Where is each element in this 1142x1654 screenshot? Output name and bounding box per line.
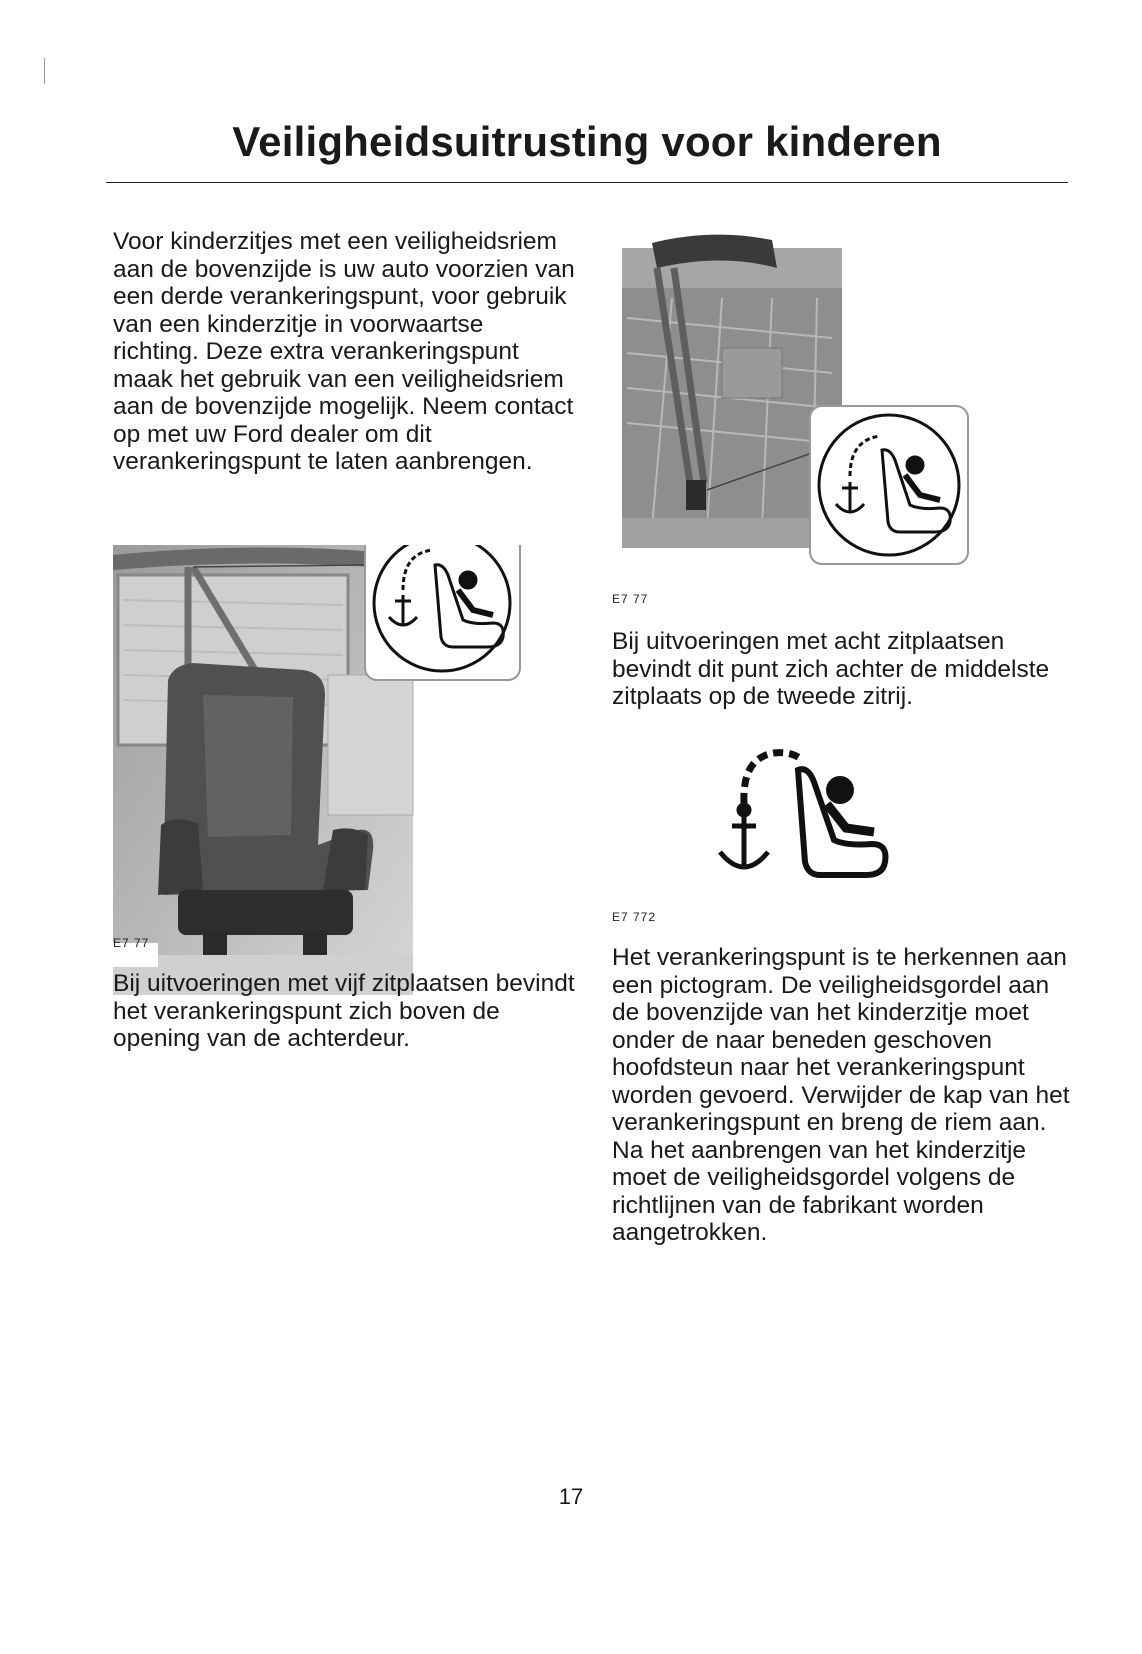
intro-paragraph: Voor kinderzitjes met een veiligheidsriem aan de bovenzijde is uw auto voorzien van een derde verankeringspunt, voor gebruik van een kinderzitje in voorwaartse richting. Deze extra verankeringspunt maak het gebruik van een veiligheidsriem aan de bovenzijde mogelijk. Neem contact op met uw Ford dealer om dit verankeringspunt te laten aanbrengen. bbox=[113, 228, 575, 475]
figure-caption-left: E7 77 bbox=[113, 936, 150, 950]
five-seat-anchor-photo bbox=[113, 545, 543, 995]
child-seat-icon bbox=[798, 769, 885, 875]
anchor-pictogram bbox=[712, 748, 912, 884]
figure-caption-right: E7 77 bbox=[612, 592, 649, 606]
title-rule bbox=[106, 182, 1068, 183]
pictogram-caption: E7 772 bbox=[612, 910, 657, 924]
page-title: Veiligheidsuitrusting voor kinderen bbox=[232, 118, 942, 165]
page-number: 17 bbox=[558, 1484, 584, 1509]
crop-mark bbox=[44, 58, 45, 84]
eight-seat-anchor-photo bbox=[612, 228, 1024, 568]
pictogram-paragraph: Het verankeringspunt is te herkennen aan een pictogram. De veiligheidsgordel aan de bovenzijde van het kinderzitje moet onder de naar beneden geschoven hoofdsteun naar het verankeringspunt worden gevoerd. Verwijder de kap van het verankeringspunt en breng de riem aan. Na het aanbrengen van het kinderzitje moet de veiligheidsgordel volgens de richtlijnen van de fabrikant worden aangetrokken. bbox=[612, 944, 1070, 1246]
anchor-icon bbox=[720, 805, 768, 867]
five-seat-paragraph: Bij uitvoeringen met vijf zitplaatsen bevindt het verankeringspunt zich boven de opening van de achterdeur. bbox=[113, 970, 575, 1052]
eight-seat-paragraph: Bij uitvoeringen met acht zitplaatsen bevindt dit punt zich achter de middelste zitplaats op de tweede zitrij. bbox=[612, 628, 1050, 710]
